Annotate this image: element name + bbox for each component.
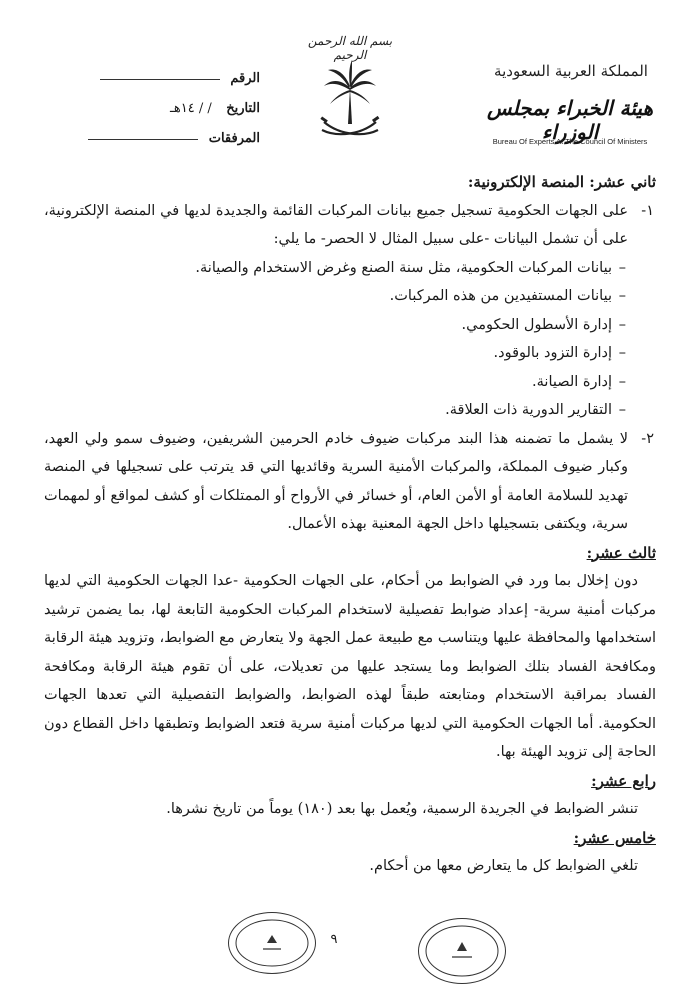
list-item: – بيانات المركبات الحكومية، مثل سنة الصنع وغرض الاستخدام والصيانة. — [44, 254, 612, 283]
document-body — [44, 168, 656, 881]
list-item: – إدارة الصيانة. — [44, 368, 612, 397]
section-14-heading: رابع عشر: — [591, 771, 656, 790]
section-12-bullet-list — [44, 254, 656, 425]
ref-number-line — [100, 78, 220, 80]
official-stamp-right — [418, 918, 506, 984]
section-14-text: تنشر الضوابط في الجريدة الرسمية، ويُعمل بها بعد (١٨٠) يوماً من تاريخ نشرها. — [166, 801, 638, 817]
org-name-arabic: المملكة العربية السعودية — [494, 62, 648, 80]
org-name-arabic-calligraphy: هيئة الخبراء بمجلس الوزراء — [486, 96, 653, 144]
section-13-heading: ثالث عشر: — [586, 543, 656, 562]
item-2-number: ٢- — [641, 430, 654, 447]
ref-date-label: التاريخ — [226, 101, 260, 116]
section-12-item-1 — [44, 197, 656, 254]
stamp-ring-icon — [229, 913, 315, 973]
saudi-emblem-icon — [320, 58, 380, 146]
page-number: ٩ — [330, 932, 338, 947]
section-13-text: دون إخلال بما ورد في الضوابط من أحكام، على الجهات الحكومية -عدا الجهات الحكومية التي لديها مركبات أمنية سرية- إعداد ضوابط تفصيلية لاستخدام المركبات الحكومية التابعة لها، بما يضمن ترشيد استخدامها والمحافظة عليها ويتناسب مع طبيعة عمل الجهة ولا يتعارض مع الضوابط، وتزويد هيئة الرقابة ومكافحة الفساد بتلك الضوابط وما يستجد عليها من تعديلات، على أن تقوم هيئة الرقابة ومكافحة الفساد بمراقبة الاستخدام ومتابعته طبقاً لهذه الضوابط، والضوابط التفصيلية التي تعدها الجهات الحكومية. أما الجهات الحكومية التي لديها مركبات أمنية سرية فتعد الضوابط وتطبقها داخل القطاع دون الحاجة إلى تزويد الهيئة بها. — [44, 573, 656, 760]
item-2-text: لا يشمل ما تضمنه هذا البند مركبات ضيوف خادم الحرمين الشريفين، وضيوف سمو ولي العهد، وكبار ضيوف المملكة، والمركبات الأمنية السرية وقائديها التي قد يترتب على تسجيلها في المنصة تهديد للسلامة العامة أو الأمن العام، أو خسائر في الأرواح أو الممتلكات أو كشف لمواقع أو لمهمات سرية، ويكتفى بتسجيلها داخل الجهة المعنية بهذه الأعمال. — [44, 430, 628, 532]
item-1-text: على الجهات الحكومية تسجيل جميع بيانات المركبات القائمة والجديدة لديها في المنصة الإلكترونية، على أن تشمل البيانات -على سبيل المثال لا الحصر- ما يلي: — [44, 202, 628, 247]
section-12-item-2 — [44, 425, 656, 539]
ref-number-field — [80, 71, 260, 86]
list-item: – إدارة التزود بالوقود. — [44, 339, 612, 368]
ref-attachments-label: المرفقات — [208, 131, 260, 146]
section-12-heading: ثاني عشر: المنصة الإلكترونية: — [467, 173, 656, 191]
ref-date-field — [80, 101, 260, 116]
official-stamp-left — [228, 912, 316, 974]
section-15-heading: خامس عشر: — [573, 828, 656, 847]
stamp-ring-icon — [419, 919, 505, 983]
list-item: – التقارير الدورية ذات العلاقة. — [44, 396, 612, 425]
section-15-text: تلغي الضوابط كل ما يتعارض معها من أحكام. — [369, 858, 638, 874]
list-item: – بيانات المستفيدين من هذه المركبات. — [44, 282, 612, 311]
ref-date-value: / / ١٤هـ — [170, 101, 212, 116]
ref-attachments-line — [88, 138, 198, 140]
item-1-number: ١- — [641, 202, 654, 219]
basmala: بسم الله الرحمن الرحيم — [307, 34, 393, 62]
list-item: – إدارة الأسطول الحكومي. — [44, 311, 612, 340]
ref-attachments-field — [80, 131, 260, 146]
org-name-english: Bureau Of Experts At The Council Of Ministers — [492, 137, 648, 146]
ref-number-label: الرقم — [230, 71, 260, 86]
